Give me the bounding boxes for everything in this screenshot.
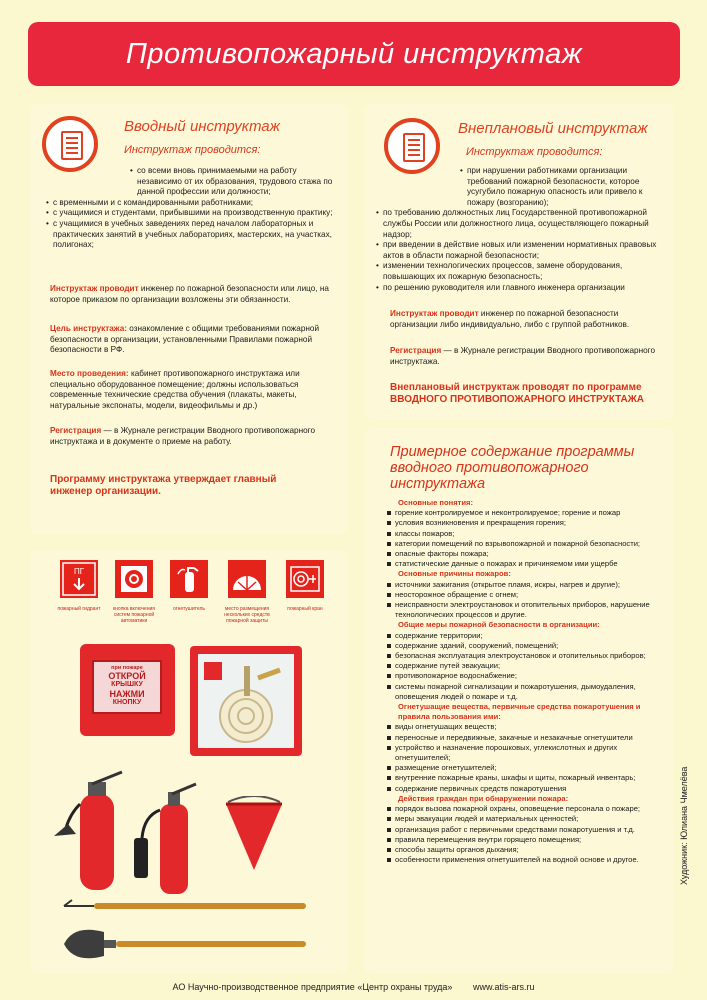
list-item: источники зажигания (открытое пламя, искры, нагрев и другие);	[386, 580, 668, 590]
unscheduled-heading: Внеплановый инструктаж	[458, 120, 648, 137]
list-item: противопожарное водоснабжение;	[386, 671, 668, 681]
footer-org: АО Научно-производственное предприятие «Центр охраны труда»	[172, 982, 453, 992]
call-point-line: КРЫШКУ	[111, 681, 143, 688]
document-icon	[42, 116, 98, 172]
list-item: внутренние пожарные краны, шкафы и щиты, пожарный инвентарь;	[386, 773, 668, 783]
list-item: • со всеми вновь принимаемыми на работу независимо от их образования, трудового стажа по данной профессии или должности;	[130, 166, 336, 198]
program-section-title: Огнетушащие вещества, первичные средства пожаротушения и правила пользования ими:	[398, 702, 641, 722]
alarm-button-sign-icon	[115, 560, 153, 598]
unscheduled-subheading: Инструктаж проводится:	[466, 146, 603, 158]
title-banner	[28, 22, 680, 86]
list-item: • с учащимися и студентами, прибывшими на производственную практику;	[46, 208, 336, 219]
conductor-text: инженер по пожарной безопасности или лицо, на которое приказом по организации возложены эти обязанности.	[50, 284, 329, 304]
call-point-line: КНОПКУ	[112, 699, 142, 706]
intro-program-note: Программу инструктажа утверждает главный инженер организации.	[50, 474, 277, 497]
list-item: меры эвакуации людей и материальных ценностей;	[386, 814, 668, 824]
list-item: горение контролируемое и неконтролируемое; горение и пожар	[386, 508, 668, 518]
sign-caption: пожарный кран	[287, 606, 323, 612]
program-heading: Примерное содержание программы вводного противопожарного инструктажа	[390, 444, 635, 492]
program-section-title: Общие меры пожарной безопасности в организации:	[398, 620, 600, 630]
sign-caption: пожарный гидрант	[57, 606, 101, 612]
fire-hook-icon	[60, 894, 310, 918]
registration-label: Регистрация	[50, 426, 102, 435]
conductor-label: Инструктаж проводит	[390, 309, 479, 318]
hydrant-glyph: ПГ	[73, 567, 85, 576]
unscheduled-registration	[390, 346, 666, 367]
fire-shovel-icon	[60, 922, 310, 964]
list-item: системы пожарной сигнализации и пожаротушения, дымоудаления, оповещения людей о пожаре и т.д.	[386, 682, 668, 702]
list-item: неисправности электроустановок и отопительных приборов, нарушение технологических процессов и другие.	[386, 600, 668, 620]
footer-url[interactable]: www.atis-ars.ru	[472, 982, 535, 992]
intro-goal	[50, 324, 334, 356]
sign-caption: огнетушитель	[172, 606, 205, 612]
list-item: • по требованию должностных лиц Государственной противопожарной службы России или должностного лица, осуществляющего пожарный надзор;	[376, 208, 668, 240]
list-item: условия возникновения и прекращения горения;	[386, 518, 668, 528]
goal-text: ознакомление с общими требованиями пожарной безопасности в организации, установленными Правилами пожарной безопасности в РФ.	[50, 324, 320, 355]
conductor-text: инженер по пожарной безопасности организации либо индивидуально, либо с группой работников.	[390, 309, 630, 329]
call-point-line: НАЖМИ	[109, 689, 145, 699]
list-item: размещение огнетушителей;	[386, 763, 668, 773]
list-item: статистические данные о пожарах и причиняемом ими ущербе	[386, 559, 668, 569]
call-point-line: при пожаре	[111, 665, 143, 671]
intro-subheading: Инструктаж проводится:	[124, 144, 261, 156]
unscheduled-program-note: Внеплановый инструктаж проводят по программе ВВОДНОГО ПРОТИВОПОЖАРНОГО ИНСТРУКТАЖА	[390, 382, 645, 405]
list-item: опасные факторы пожара;	[386, 549, 668, 559]
list-item: • по решению руководителя или главного инженера организации	[376, 283, 668, 294]
registration-text: — в Журнале регистрации Вводного противопожарного инструктажа.	[390, 346, 656, 366]
sign-caption: кнопка включения систем пожарной автоматики	[112, 606, 155, 624]
sign-caption: место размещения нескольких средств пожарной защиты	[224, 606, 270, 624]
list-item: классы пожаров;	[386, 529, 668, 539]
list-item: правила перемещения внутри горящего помещения;	[386, 835, 668, 845]
intro-conductor	[50, 284, 334, 305]
program-section-title: Основные понятия:	[398, 498, 474, 507]
list-item: • при введении в действие новых или изменении нормативных правовых актов в области пожарной безопасности;	[376, 240, 668, 261]
program-list	[386, 498, 668, 865]
place-label: Место проведения:	[50, 369, 129, 378]
list-item: • с учащимися в учебных заведениях перед началом лабораторных и практических занятий в учебных лабораториях, мастерских, на участках, полигонах;	[46, 219, 336, 251]
fire-bucket-icon	[222, 796, 286, 874]
equipment-panel	[30, 550, 348, 973]
list-item: безопасная эксплуатация электроустановок и отопительных приборов;	[386, 651, 668, 661]
list-item: неосторожное обращение с огнем;	[386, 590, 668, 600]
list-item: содержание первичных средств пожаротушения	[386, 784, 668, 794]
intro-place	[50, 369, 334, 411]
program-panel	[364, 428, 674, 973]
unscheduled-items	[376, 166, 668, 293]
list-item: переносные и передвижные, закачные и незакачные огнетушители	[386, 733, 668, 743]
list-item: виды огнетушащих веществ;	[386, 722, 668, 732]
co2-extinguisher-icon	[128, 780, 208, 900]
program-section-title: Основные причины пожаров:	[398, 569, 511, 579]
list-item: • изменении технологических процессов, замене оборудования, повышающих их пожарную безопасность;	[376, 261, 668, 282]
conductor-label: Инструктаж проводит	[50, 284, 139, 293]
page-title: Противопожарный инструктаж	[125, 37, 583, 70]
goal-label: Цель инструктажа:	[50, 324, 127, 333]
program-section-title: Действия граждан при обнаружении пожара:	[398, 793, 569, 803]
list-item: содержание территории;	[386, 631, 668, 641]
list-item: содержание зданий, сооружений, помещений;	[386, 641, 668, 651]
intro-heading: Вводный инструктаж	[124, 118, 280, 135]
list-item: содержание путей эвакуации;	[386, 661, 668, 671]
list-item: особенности применения огнетушителей на водной основе и другое.	[386, 855, 668, 865]
artist-credit: Художник: Юлиана Чмелёва	[679, 766, 689, 885]
list-item: организация работ с первичными средствами пожаротушения и т.д.	[386, 825, 668, 835]
place-text: кабинет противопожарного инструктажа или специально оборудованное помещение; должны использоваться современные технические средства обучения (плакаты, макеты, натуральные экспонаты, модели, видеофильмы и др.)	[50, 369, 300, 410]
footer	[0, 982, 707, 992]
fire-hose-cabinet-icon	[188, 644, 304, 758]
list-item: устройство и назначение порошковых, углекислотных и других огнетушителей;	[386, 743, 668, 763]
unscheduled-conductor	[390, 309, 666, 330]
fire-hose-sign-icon	[286, 560, 324, 598]
extinguisher-sign-icon	[170, 560, 208, 598]
intro-items	[46, 166, 336, 251]
registration-label: Регистрация	[390, 346, 442, 355]
list-item: • с временными и с командированными работниками;	[46, 198, 336, 209]
fire-equipment-location-sign-icon	[228, 560, 266, 598]
list-item: • при нарушении работниками организации требований пожарной безопасности, которое усугубило пожарную опасность или привело к пожару (возгоранию);	[460, 166, 668, 208]
unscheduled-panel	[364, 104, 674, 420]
manual-call-point	[80, 644, 175, 736]
list-item: порядок вызова пожарной охраны, оповещение персонала о пожаре;	[386, 804, 668, 814]
registration-text: — в Журнале регистрации Вводного противопожарного инструктажа и в документе о приеме на работу.	[50, 426, 316, 446]
call-point-line: ОТКРОЙ	[108, 671, 146, 681]
list-item: категории помещений по взрывопожарной и пожарной безопасности;	[386, 539, 668, 549]
fire-hydrant-sign-icon	[60, 560, 98, 598]
intro-registration	[50, 426, 334, 447]
list-item: способы защиты органов дыхания;	[386, 845, 668, 855]
intro-panel	[30, 104, 348, 534]
